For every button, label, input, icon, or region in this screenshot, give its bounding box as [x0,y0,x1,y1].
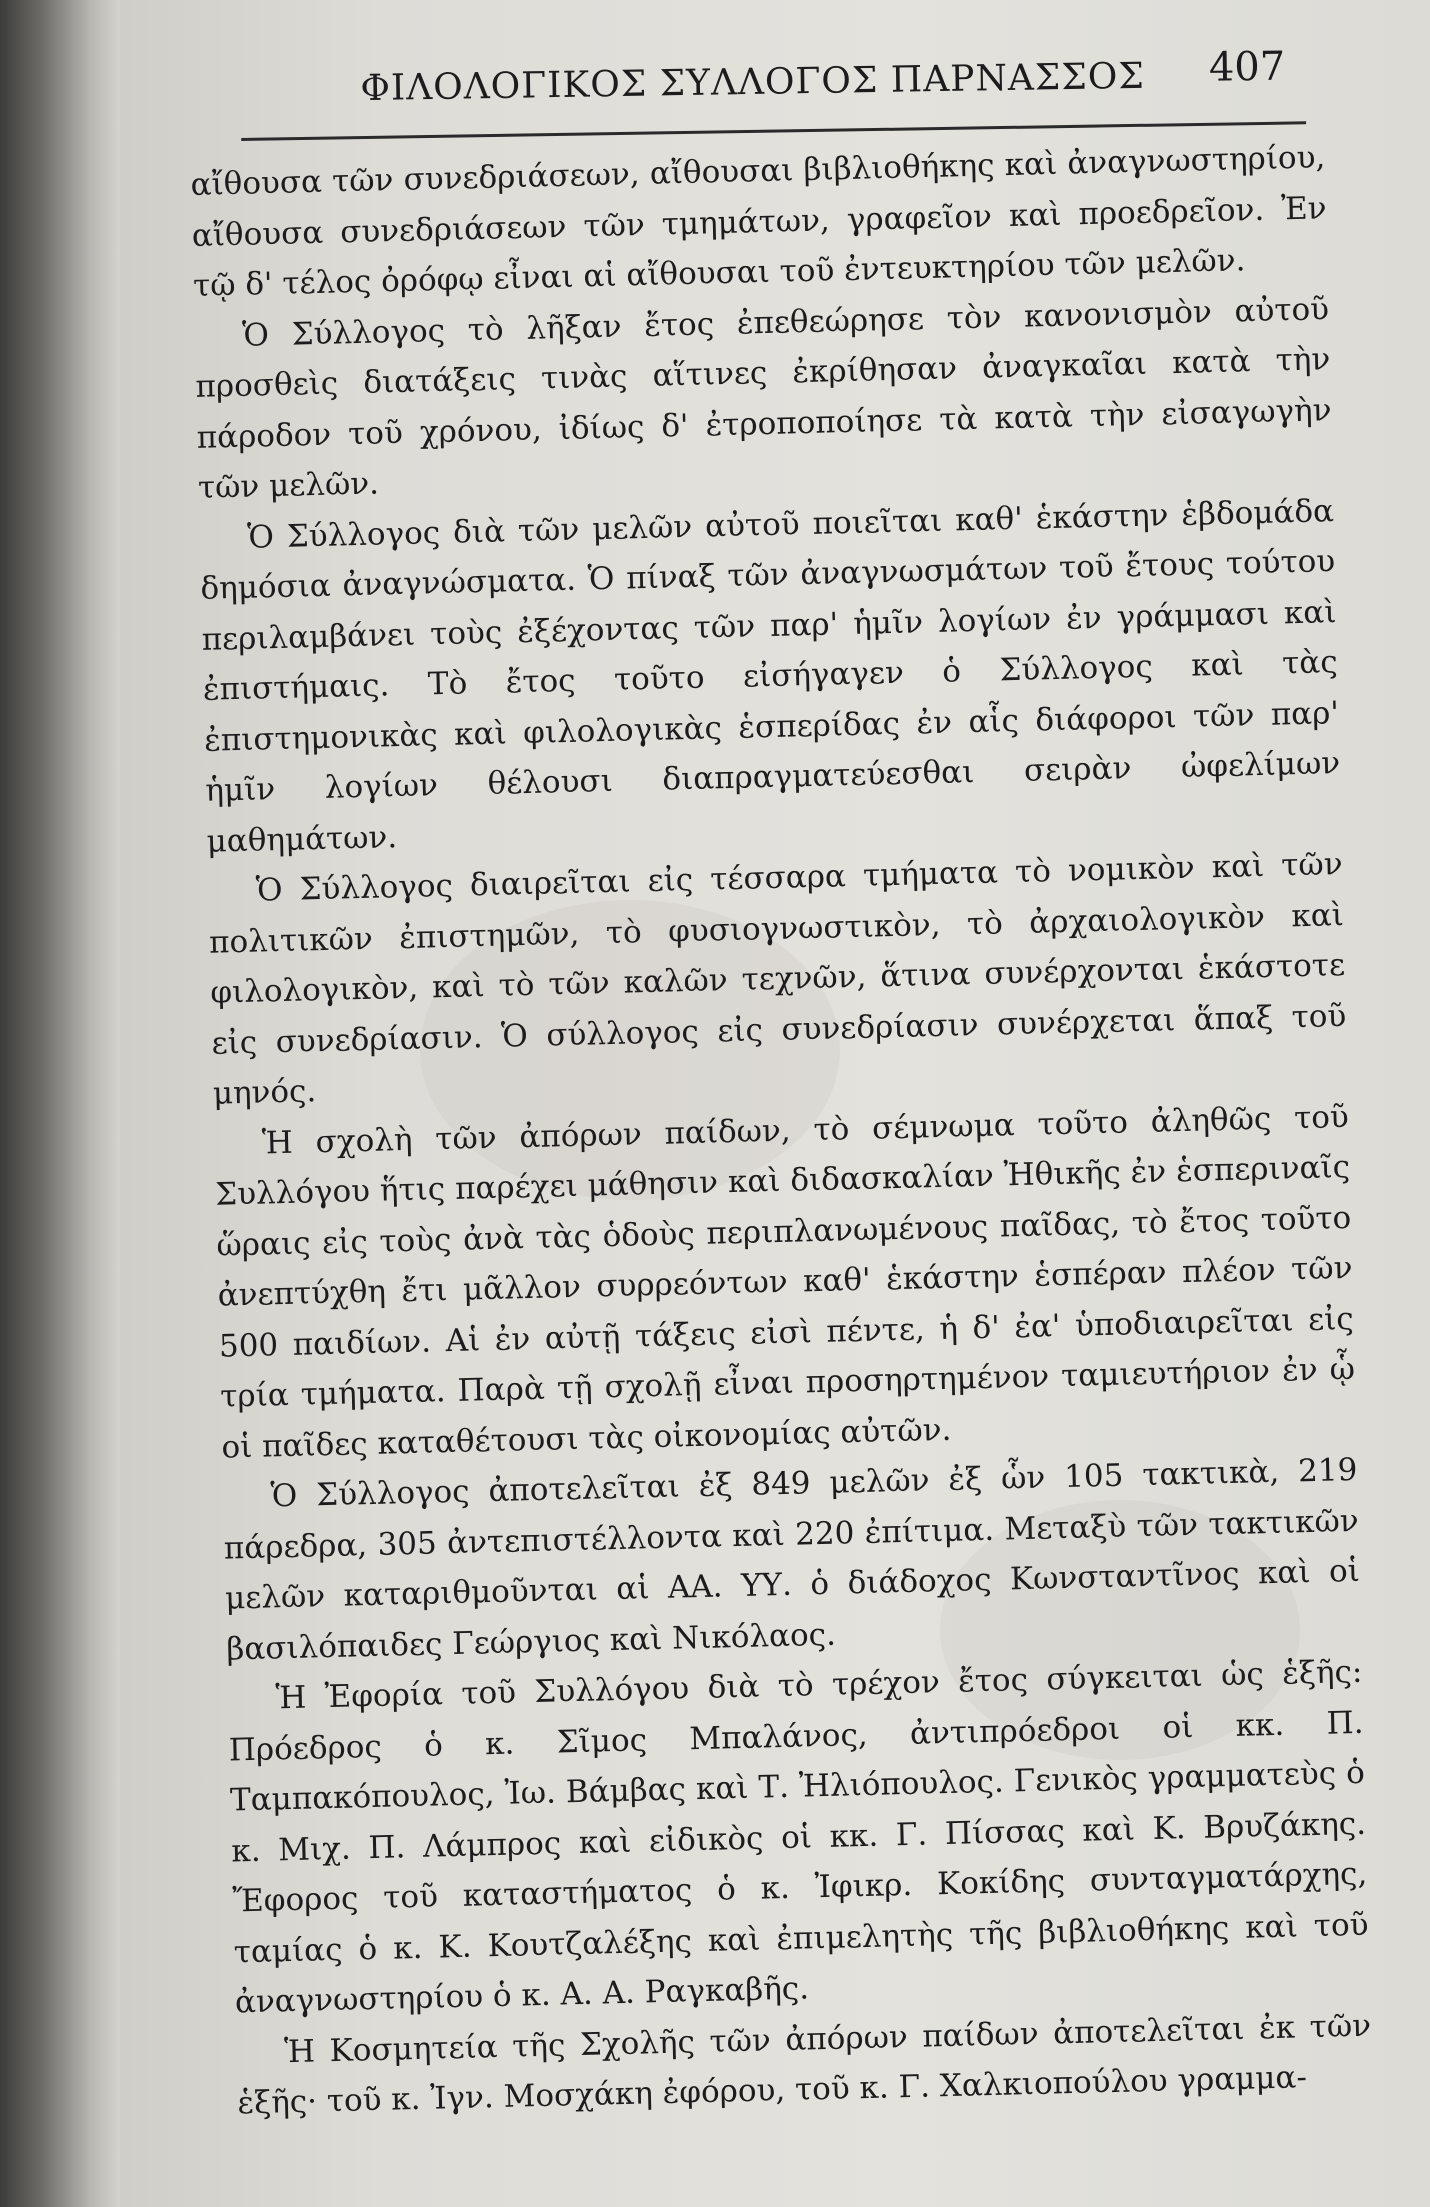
page-number: 407 [1208,43,1286,91]
running-title: ΦΙΛΟΛΟΓΙΚΟΣ ΣΥΛΛΟΓΟΣ ΠΑΡΝΑΣΣΟΣ [360,55,1146,110]
paragraph: Ἡ Ἐφορία τοῦ Συλλόγου διὰ τὸ τρέχον ἔτος σύγκειται ὡς ἑξῆς: Πρόεδρος ὁ κ. Σῖμος Μπαλάνος, ἀντιπρόεδροι οἱ κκ. Π. Ταμπακόπουλος, Ἰω. Βάμβας καὶ Τ. Ἠλιόπουλος. Γενικὸς γραμματεὺς ὁ κ. Μιχ. Π. Λάμπρος καὶ εἰδικὸς οἱ κκ. Γ. Πίσσας καὶ Κ. Βρυζάκης. Ἔφορος τοῦ καταστήματος ὁ κ. Ἰφικρ. Κοκίδης συνταγματάρχης, ταμίας ὁ κ. Κ. Κουτζαλέξης καὶ ἐπιμελητὴς τῆς βιβλιοθήκης καὶ τοῦ ἀναγνωστηρίου ὁ κ. Α. Α. Ραγκαβῆς. [228,1653,1369,2021]
paragraph: αἴθουσα τῶν συνεδριάσεων, αἴθουσαι βιβλιοθήκης καὶ ἀναγνωστηρίου, αἴθουσα συνεδριάσεων τῶν τμημάτων, γραφεῖον καὶ προεδρεῖον. Ἐν τῷ δ' τέλος ὀρόφῳ εἶναι αἱ αἴθουσαι τοῦ ἐντευκτηρίου τῶν μελῶν. [190,139,1327,304]
paragraph: Ὁ Σύλλογος διὰ τῶν μελῶν αὐτοῦ ποιεῖται καθ' ἑκάστην ἑβδομάδα δημόσια ἀναγνώσματα. Ὁ πίναξ τῶν ἀναγνωσμάτων τοῦ ἔτους τούτου περιλαμβάνει τοὺς ἐξέχοντας τῶν παρ' ἡμῖν λογίων ἐν γράμμασι καὶ ἐπιστήμαις. Τὸ ἔτος τοῦτο εἰσήγαγεν ὁ Σύλλογος καὶ τὰς ἐπιστημονικὰς καὶ φιλολογικὰς ἑσπερίδας ἐν αἷς διάφοροι τῶν παρ' ἡμῖν λογίων θέλουσι διαπραγματεύεσθαι σειρὰν ὠφελίμων μαθημάτων. [200,492,1341,860]
paragraph: Ὁ Σύλλογος τὸ λῆξαν ἔτος ἐπεθεώρησε τὸν κανονισμὸν αὐτοῦ προσθεὶς διατάξεις τινὰς αἵτινες ἐκρίθησαν ἀναγκαῖαι κατὰ τὴν πάροδον τοῦ χρόνου, ἰδίως δ' ἐτροποποίησε τὰ κατὰ τὴν εἰσαγωγὴν τῶν μελῶν. [195,290,1332,506]
book-spine-shadow [0,0,120,2207]
paragraph: Ὁ Σύλλογος διαιρεῖται εἰς τέσσαρα τμήματα τὸ νομικὸν καὶ τῶν πολιτικῶν ἐπιστημῶν, τὸ φυσιογνωστικὸν, τὸ ἀρχαιολογικὸν καὶ φιλολογικὸν, καὶ τὸ τῶν καλῶν τεχνῶν, ἅτινα συνέρχονται ἑκάστοτε εἰς συνεδρίασιν. Ὁ σύλλογος εἰς συνεδρίασιν συνέρχεται ἅπαξ τοῦ μηνός. [208,846,1347,1112]
paragraph: Ἡ σχολὴ τῶν ἀπόρων παίδων, τὸ σέμνωμα τοῦτο ἀληθῶς τοῦ Συλλόγου ἥτις παρέχει μάθησιν καὶ διδασκαλίαν Ἠθικῆς ἐν ἑσπεριναῖς ὥραις εἰς τοὺς ἀνὰ τὰς ὁδοὺς περιπλανωμένους παῖδας, τὸ ἔτος τοῦτο ἀνεπτύχθη ἔτι μᾶλλον συρρεόντων καθ' ἑκάστην ἑσπέραν πλέον τῶν 500 παιδίων. Αἱ ἐν αὐτῇ τάξεις εἰσὶ πέντε, ἡ δ' ἐα' ὑποδιαιρεῖται εἰς τρία τμήματα. Παρὰ τῇ σχολῇ εἶναι προσηρτημένον ταμιευτήριον ἐν ᾧ οἱ παῖδες καταθέτουσι τὰς οἰκονομίας αὐτῶν. [214,1098,1356,1466]
paragraph: Ἡ Κοσμητεία τῆς Σχολῆς τῶν ἀπόρων παίδων ἀποτελεῖται ἐκ τῶν ἑξῆς· τοῦ κ. Ἰγν. Μοσχάκη ἐφόρου, τοῦ κ. Γ. Χαλκιοπούλου γραμμα- [237,2007,1372,2122]
body-text [190,132,1373,2129]
paragraph: Ὁ Σύλλογος ἀποτελεῖται ἐξ 849 μελῶν ἐξ ὧν 105 τακτικὰ, 219 πάρεδρα, 305 ἀντεπιστέλλοντα καὶ 220 ἐπίτιμα. Μεταξὺ τῶν τακτικῶν μελῶν καταριθμοῦνται αἱ ΑΑ. ΥΥ. ὁ διάδοχος Κωνσταντῖνος καὶ οἱ βασιλόπαιδες Γεώργιος καὶ Νικόλαος. [223,1451,1361,1668]
